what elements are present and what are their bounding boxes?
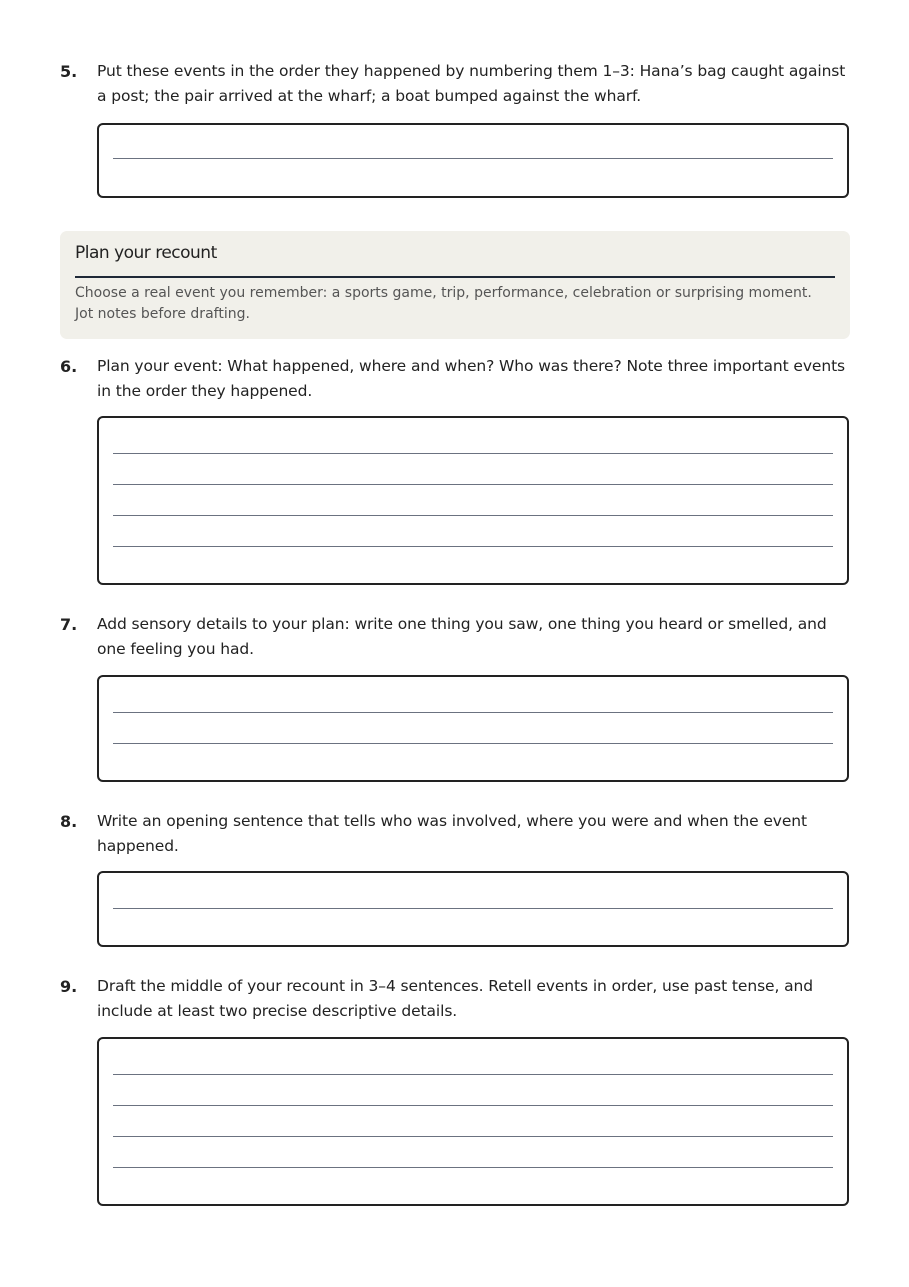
question-number: 7. (60, 615, 78, 634)
answer-box-9[interactable] (97, 1037, 849, 1206)
plan-section (60, 231, 850, 339)
answer-box-6[interactable] (97, 416, 849, 585)
answer-line (113, 1074, 833, 1075)
question-number: 8. (60, 812, 78, 831)
answer-line (113, 712, 833, 713)
question-7 (60, 612, 850, 662)
question-6 (60, 354, 850, 404)
answer-line (113, 908, 833, 909)
answer-line (113, 484, 833, 485)
answer-line (113, 1136, 833, 1137)
answer-line (113, 1105, 833, 1106)
question-text: Put these events in the order they happened by numbering them 1–3: Hana’s bag caught against a post; the pair arrived at the wharf; a boat bumped against the wharf. (97, 62, 846, 105)
question-number: 6. (60, 357, 78, 376)
answer-line (113, 1167, 833, 1168)
answer-line (113, 546, 833, 547)
answer-line (113, 158, 833, 159)
question-5 (60, 59, 850, 109)
plan-section-divider (75, 276, 835, 278)
question-8 (60, 809, 850, 859)
question-number: 9. (60, 977, 78, 996)
answer-box-8[interactable] (97, 871, 849, 947)
question-9 (60, 974, 850, 1024)
answer-line (113, 743, 833, 744)
plan-section-text: Choose a real event you remember: a sports game, trip, performance, celebration or surprising moment. Jot notes before drafting. (75, 285, 812, 322)
question-text: Draft the middle of your recount in 3–4 sentences. Retell events in order, use past tense, and include at least two precise descriptive details. (97, 977, 813, 1020)
question-number: 5. (60, 62, 78, 81)
plan-section-title: Plan your recount (75, 243, 217, 263)
question-text: Write an opening sentence that tells who was involved, where you were and when the event happened. (97, 812, 807, 855)
answer-line (113, 515, 833, 516)
answer-box-5[interactable] (97, 123, 849, 198)
question-text: Add sensory details to your plan: write one thing you saw, one thing you heard or smelled, and one feeling you had. (97, 615, 827, 658)
question-text: Plan your event: What happened, where and when? Who was there? Note three important events in the order they happened. (97, 357, 846, 400)
answer-line (113, 453, 833, 454)
answer-box-7[interactable] (97, 675, 849, 782)
